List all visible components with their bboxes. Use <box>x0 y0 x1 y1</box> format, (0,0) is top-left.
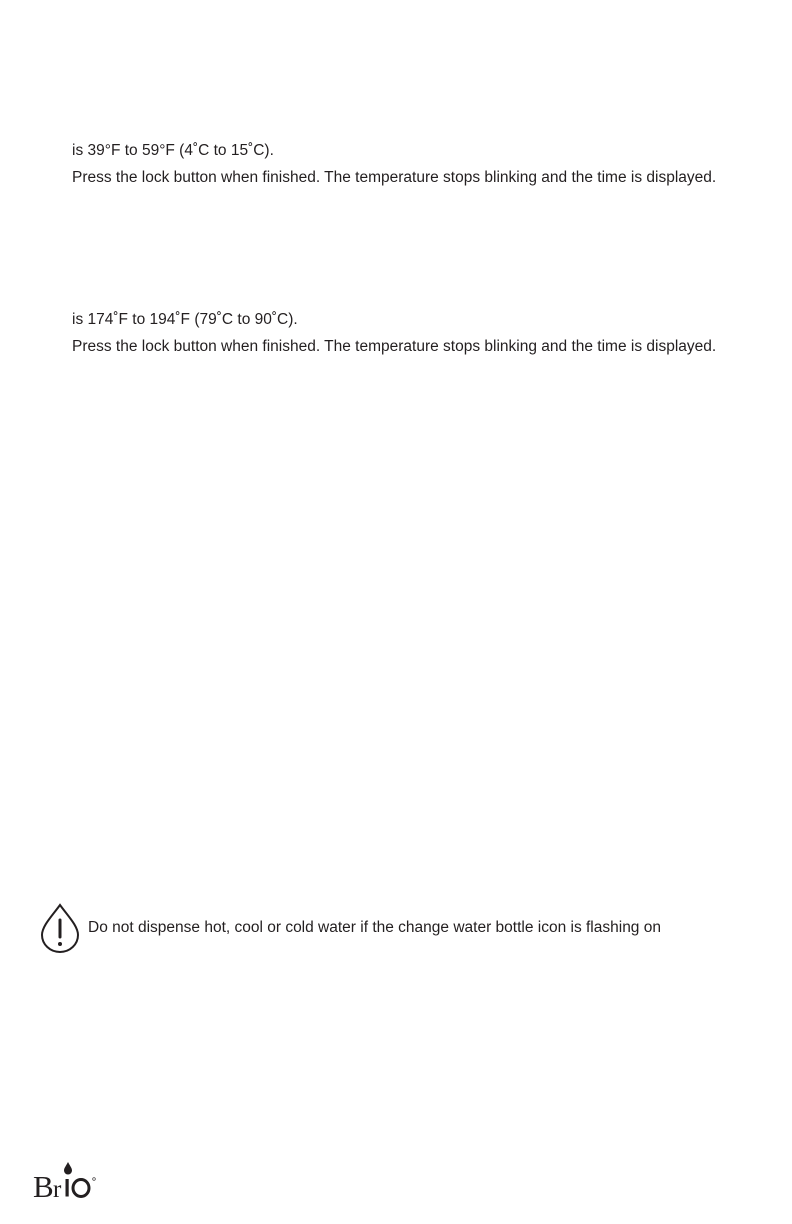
water-drop-exclamation-icon <box>40 902 80 954</box>
cold-lock-instruction-text: Press the lock button when finished. The temperature stops blinking and the time is displayed. <box>72 169 717 186</box>
hot-lock-instruction-text: Press the lock button when finished. The temperature stops blinking and the time is displayed. <box>72 338 717 355</box>
warning-text: Do not dispense hot, cool or cold water if the change water bottle icon is flashing on <box>88 919 661 936</box>
brio-logo <box>33 1160 99 1200</box>
hot-temperature-range-text: is 174˚F to 194˚F (79˚C to 90˚C). <box>72 311 298 328</box>
svg-text:B: B <box>33 1169 53 1200</box>
cold-temperature-range-text: is 39°F to 59°F (4˚C to 15˚C). <box>72 142 274 159</box>
svg-text:r: r <box>53 1176 62 1200</box>
